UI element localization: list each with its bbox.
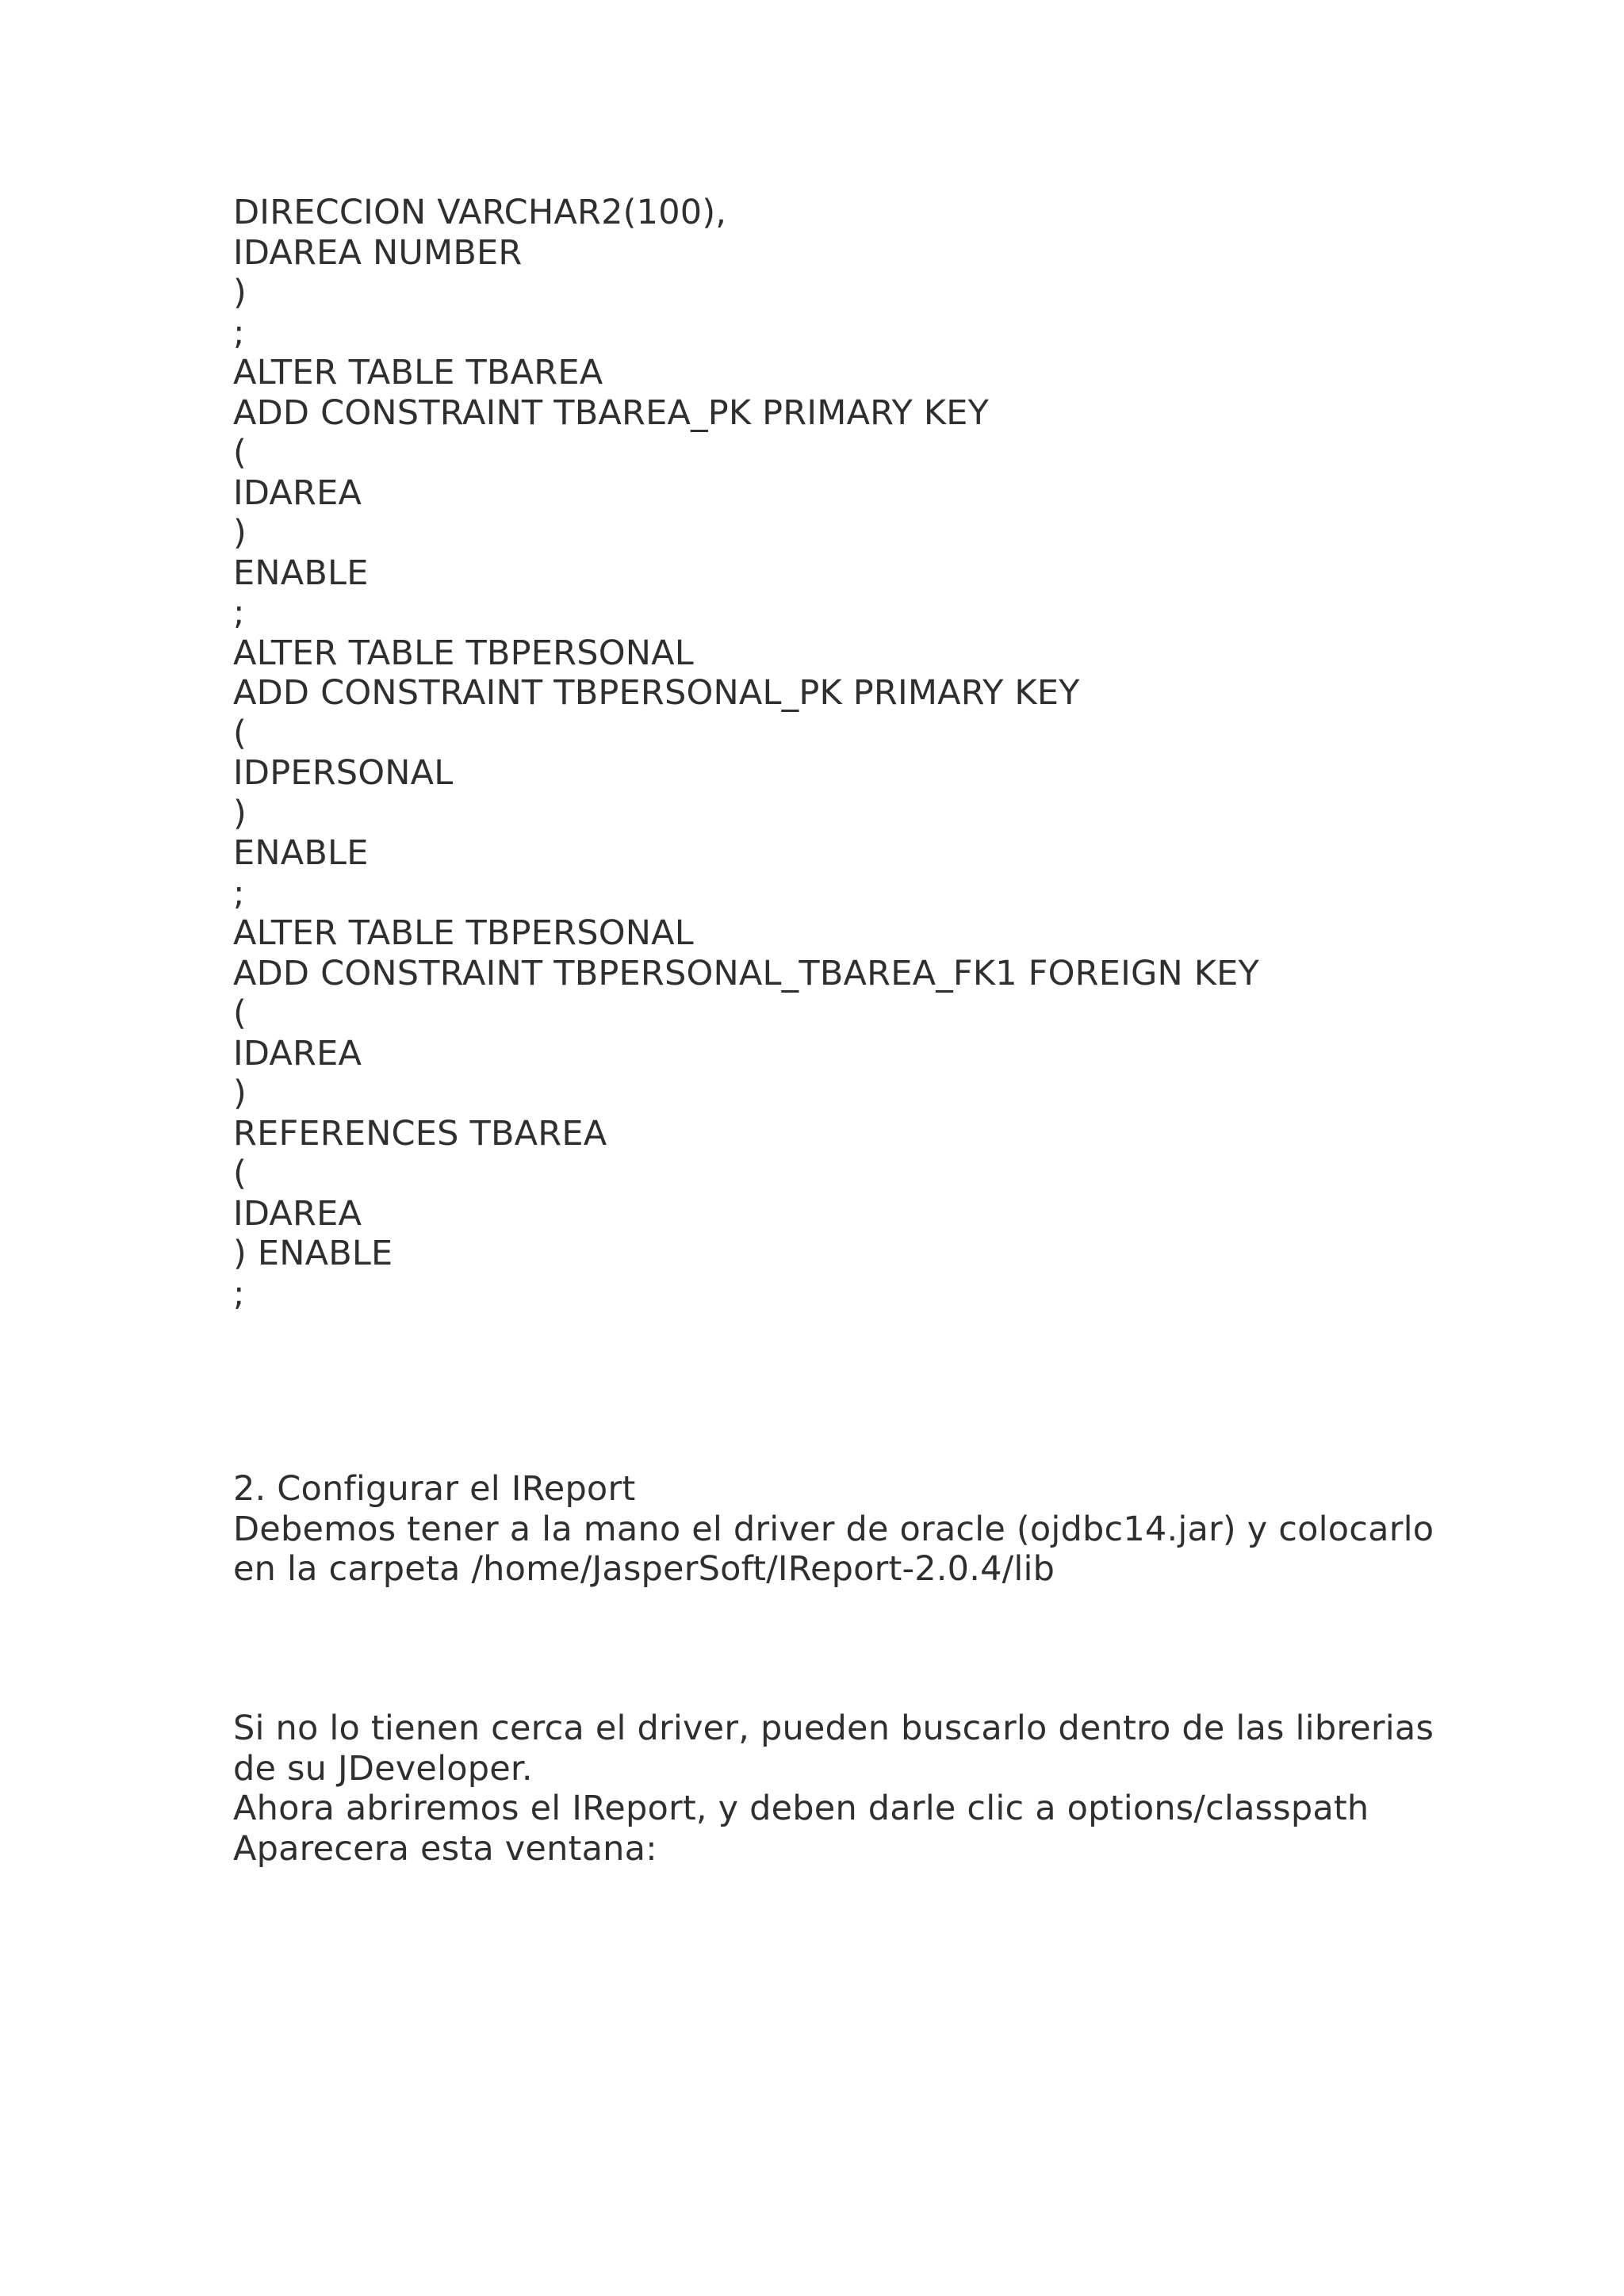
sql-line: ALTER TABLE TBAREA [233,353,603,392]
paragraph-line: en la carpeta /home/JasperSoft/IReport-2.0.4/lib [233,1549,1055,1589]
sql-line: ADD CONSTRAINT TBPERSONAL_PK PRIMARY KEY [233,673,1080,713]
sql-line: REFERENCES TBAREA [233,1113,607,1154]
paragraph-line: Ahora abriremos el IReport, y deben darle clic a options/classpath [233,1789,1369,1828]
paragraph-line: Si no lo tienen cerca el driver, pueden buscarlo dentro de las librerias [233,1709,1434,1748]
paragraph-line: de su JDeveloper. [233,1748,533,1789]
sql-line: DIRECCION VARCHAR2(100), [233,193,727,232]
sql-line: ENABLE [233,833,369,873]
sql-line: ( [233,433,247,473]
sql-line: ; [233,1273,245,1314]
sql-line: ) [233,273,247,312]
sql-line: ; [233,312,245,353]
section-heading: 2. Configurar el IReport [233,1469,636,1509]
sql-line: ENABLE [233,553,369,593]
sql-line: IDAREA [233,473,362,513]
config-section [233,1469,1502,1590]
sql-line: ; [233,593,245,633]
sql-line: ) [233,793,247,833]
sql-line: ( [233,713,247,753]
sql-line: ; [233,873,245,913]
sql-line: IDAREA [233,1193,362,1234]
sql-line: ADD CONSTRAINT TBPERSONAL_TBAREA_FK1 FOREIGN KEY [233,953,1259,993]
sql-line: ADD CONSTRAINT TBAREA_PK PRIMARY KEY [233,392,990,433]
sql-line: ) [233,513,247,553]
sql-line: ) [233,1073,247,1113]
sql-line: ALTER TABLE TBPERSONAL [233,633,694,673]
sql-line: ( [233,1154,247,1193]
driver-section [233,1709,1502,1869]
sql-line: ) ENABLE [233,1234,393,1273]
sql-code-block [233,193,1502,1314]
sql-line: IDAREA [233,1033,362,1073]
paragraph-line: Debemos tener a la mano el driver de oracle (ojdbc14.jar) y colocarlo [233,1509,1434,1549]
sql-line: IDAREA NUMBER [233,232,523,273]
sql-line: ( [233,993,247,1033]
sql-line: IDPERSONAL [233,753,454,793]
sql-line: ALTER TABLE TBPERSONAL [233,913,694,953]
paragraph-line: Aparecera esta ventana: [233,1828,657,1869]
